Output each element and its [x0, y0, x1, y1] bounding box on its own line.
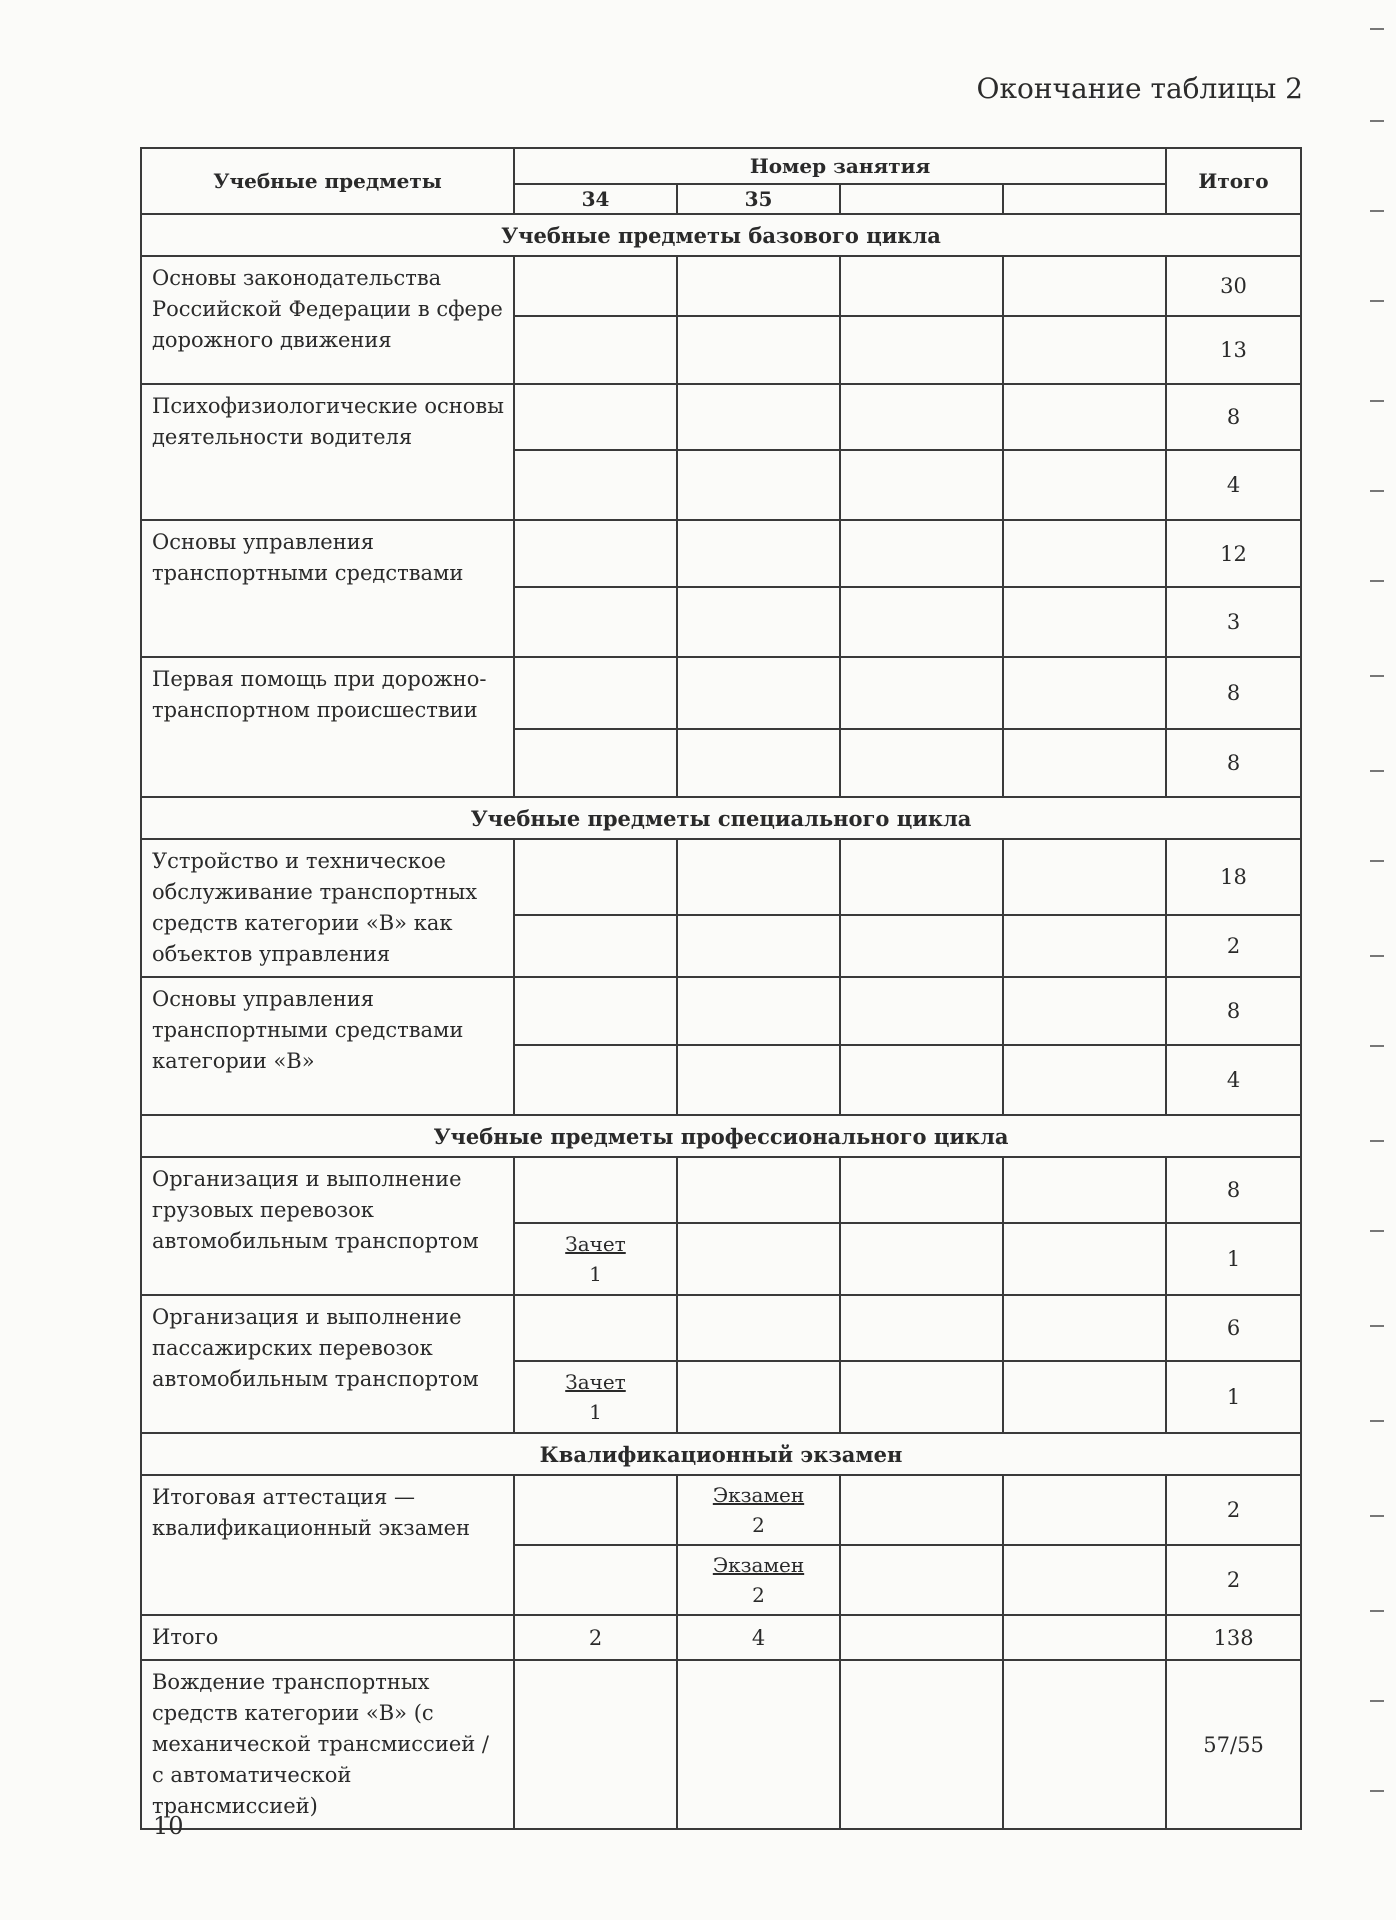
scan-edge-mark: [1370, 120, 1384, 122]
scan-edge-mark: [1370, 860, 1384, 862]
total-value: 18: [1166, 839, 1301, 915]
total-value: 30: [1166, 256, 1301, 316]
credit-mark-value: 1: [589, 1262, 602, 1286]
header-lesson-35: 35: [677, 184, 840, 214]
subject-name: Первая помощь при дорожно-транспортном происшествии: [141, 657, 514, 797]
table-caption: Окончание таблицы 2: [976, 72, 1303, 105]
scan-edge-mark: [1370, 490, 1384, 492]
section-exam: Квалификационный экзамен: [141, 1433, 1301, 1475]
exam-mark-value: 2: [752, 1583, 765, 1607]
summary-col-35: 4: [677, 1615, 840, 1660]
header-lesson-number: Номер занятия: [514, 148, 1166, 184]
total-value: 2: [1166, 1475, 1301, 1545]
total-value: 8: [1166, 657, 1301, 729]
header-lesson-blank-1: [840, 184, 1003, 214]
summary-col-34: 2: [514, 1615, 677, 1660]
exam-mark: [677, 1475, 840, 1545]
scan-edge-mark: [1370, 210, 1384, 212]
scan-edge-mark: [1370, 1610, 1384, 1612]
header-subjects: Учебные предметы: [141, 148, 514, 214]
total-value: 8: [1166, 1157, 1301, 1223]
scan-edge-mark: [1370, 1515, 1384, 1517]
section-professional-cycle: Учебные предметы профессионального цикла: [141, 1115, 1301, 1157]
scan-edge-mark: [1370, 400, 1384, 402]
total-value: 2: [1166, 915, 1301, 977]
scan-edge-mark: [1370, 1140, 1384, 1142]
total-value: 13: [1166, 316, 1301, 384]
credit-mark-label: Зачет: [565, 1232, 626, 1256]
page-number: 10: [153, 1812, 184, 1840]
scan-edge-mark: [1370, 770, 1384, 772]
header-total: Итого: [1166, 148, 1301, 214]
total-value: 6: [1166, 1295, 1301, 1361]
credit-mark: [514, 1361, 677, 1433]
subject-name: Организация и выполнение грузовых перевозок автомобильным транспортом: [141, 1157, 514, 1295]
scan-edge-mark: [1370, 675, 1384, 677]
subject-name: Основы управления транспортными средствами: [141, 520, 514, 657]
scan-edge-mark: [1370, 28, 1384, 30]
total-value: 2: [1166, 1545, 1301, 1615]
total-value: 1: [1166, 1223, 1301, 1295]
total-value: 1: [1166, 1361, 1301, 1433]
header-lesson-blank-2: [1003, 184, 1166, 214]
total-value: 12: [1166, 520, 1301, 587]
credit-mark-label: Зачет: [565, 1370, 626, 1394]
scan-edge-mark: [1370, 580, 1384, 582]
credit-mark-value: 1: [589, 1400, 602, 1424]
exam-mark-label: Экзамен: [712, 1483, 805, 1507]
driving-name: Вождение транспортных средств категории «В» (с механической трансмиссией / с автоматической трансмиссией): [141, 1660, 514, 1829]
subject-name: Устройство и техническое обслуживание транспортных средств категории «В» как объектов управления: [141, 839, 514, 977]
total-value: 4: [1166, 450, 1301, 520]
scan-edge-mark: [1370, 300, 1384, 302]
curriculum-table: [140, 147, 1302, 1830]
summary-total: 138: [1166, 1615, 1301, 1660]
subject-name: Психофизиологические основы деятельности водителя: [141, 384, 514, 520]
total-value: 4: [1166, 1045, 1301, 1115]
section-special-cycle: Учебные предметы специального цикла: [141, 797, 1301, 839]
total-value: 8: [1166, 384, 1301, 450]
scan-edge-mark: [1370, 1790, 1384, 1792]
exam-mark: [677, 1545, 840, 1615]
section-basic-cycle: Учебные предметы базового цикла: [141, 214, 1301, 256]
total-value: 8: [1166, 729, 1301, 797]
subject-name: Основы законодательства Российской Федерации в сфере дорожного движения: [141, 256, 514, 384]
scan-edge-mark: [1370, 1325, 1384, 1327]
subject-name: Основы управления транспортными средствами категории «В»: [141, 977, 514, 1115]
total-value: 3: [1166, 587, 1301, 657]
exam-mark-value: 2: [752, 1513, 765, 1537]
scan-edge-mark: [1370, 1700, 1384, 1702]
subject-name: Организация и выполнение пассажирских перевозок автомобильным транспортом: [141, 1295, 514, 1433]
subject-name: Итоговая аттестация — квалификационный экзамен: [141, 1475, 514, 1615]
driving-total: 57/55: [1166, 1660, 1301, 1829]
header-lesson-34: 34: [514, 184, 677, 214]
scan-edge-mark: [1370, 955, 1384, 957]
exam-mark-label: Экзамен: [712, 1553, 805, 1577]
total-value: 8: [1166, 977, 1301, 1045]
summary-label: Итого: [141, 1615, 514, 1660]
credit-mark: [514, 1223, 677, 1295]
scan-edge-mark: [1370, 1420, 1384, 1422]
scan-edge-mark: [1370, 1230, 1384, 1232]
scan-edge-mark: [1370, 1045, 1384, 1047]
